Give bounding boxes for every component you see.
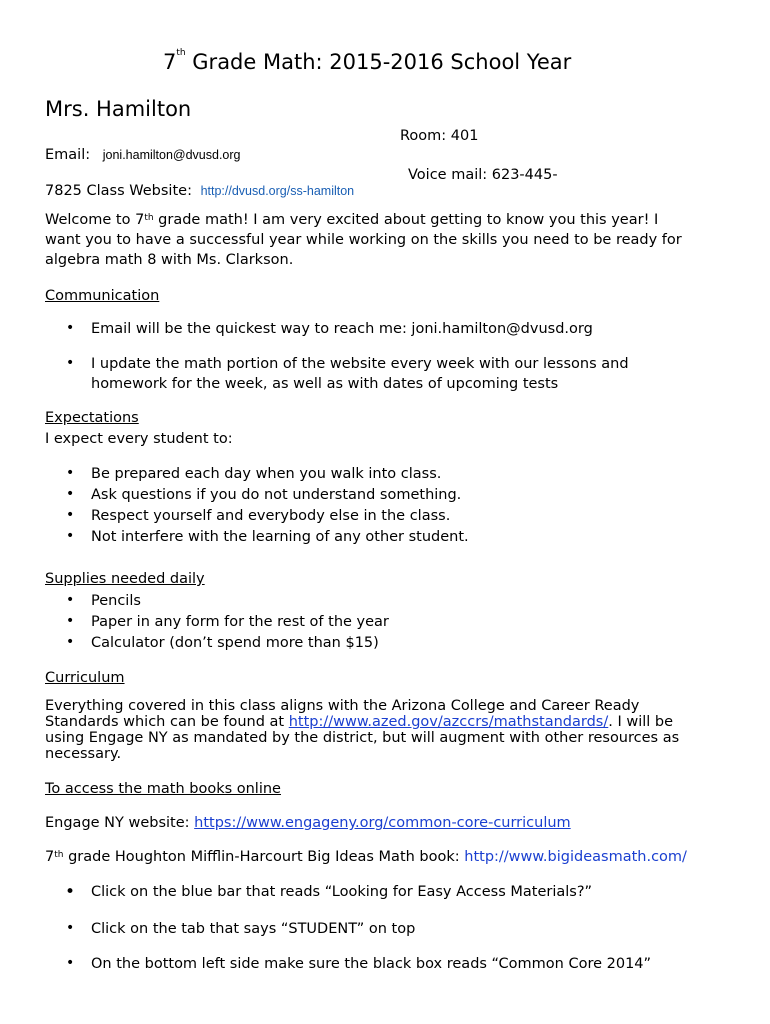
communication-item-2: I update the math portion of the website every week with our lessons and — [91, 356, 629, 372]
communication-item-2-cont: homework for the week, as well as with dates of upcoming tests — [91, 376, 559, 392]
bigideas-sup: th — [54, 850, 64, 860]
expectations-heading: Expectations — [45, 410, 139, 426]
curriculum-line-2-text: Standards which can be found at — [45, 714, 289, 730]
curriculum-line-4: necessary. — [45, 746, 122, 762]
email-line — [45, 145, 241, 166]
bullet-icon: • — [66, 528, 75, 544]
azed-standards-link[interactable]: http://www.azed.gov/azccrs/mathstandards/ — [288, 714, 609, 730]
bullet-icon: • — [66, 955, 75, 971]
curriculum-line-2 — [45, 714, 673, 731]
welcome-line-1 — [45, 210, 658, 231]
bullet-icon: • — [65, 882, 76, 902]
bullet-icon: • — [66, 920, 75, 936]
email-label: Email: — [45, 147, 91, 163]
engageny-line — [45, 813, 571, 834]
welcome-line-2: want you to have a successful year while working on the skills you need to be ready for — [45, 232, 682, 248]
bullet-icon: • — [66, 507, 75, 523]
bigideas-label: grade Houghton Mifflin-Harcourt Big Ideas Math book: — [63, 849, 465, 865]
welcome-sup: th — [144, 213, 154, 223]
title-sup: th — [176, 48, 186, 58]
curriculum-line-2-end: . I will be — [608, 714, 674, 730]
curriculum-heading: Curriculum — [45, 670, 125, 686]
website-line — [45, 181, 354, 202]
book-step-3: On the bottom left side make sure the black box reads “Common Core 2014” — [91, 956, 652, 972]
engageny-link[interactable]: https://www.engageny.org/common-core-curriculum — [194, 815, 571, 831]
communication-heading: Communication — [45, 288, 160, 304]
bullet-icon: • — [66, 613, 75, 629]
email-value: joni.hamilton@dvusd.org — [102, 148, 241, 162]
welcome-text-1: grade math! I am very excited about getting to know you this year! I — [153, 212, 659, 228]
bullet-icon: • — [66, 634, 75, 650]
engageny-label: Engage NY website: — [45, 815, 195, 831]
curriculum-line-3: using Engage NY as mandated by the district, but will augment with other resources as — [45, 730, 680, 746]
welcome-pre: Welcome to 7 — [45, 212, 145, 228]
website-link[interactable]: http://dvusd.org/ss-hamilton — [200, 184, 355, 198]
bullet-icon: • — [66, 486, 75, 502]
expectations-intro: I expect every student to: — [45, 431, 233, 447]
bullet-icon: • — [66, 465, 75, 481]
welcome-line-3: algebra math 8 with Ms. Clarkson. — [45, 252, 294, 268]
page-title — [163, 50, 571, 74]
book-step-2: Click on the tab that says “STUDENT” on top — [91, 921, 416, 937]
bigideas-link[interactable]: http://www.bigideasmath.com/ — [464, 849, 687, 865]
supply-item-1: Pencils — [91, 593, 141, 609]
supply-item-2: Paper in any form for the rest of the year — [91, 614, 389, 630]
books-heading: To access the math books online — [45, 781, 281, 797]
communication-item-1: Email will be the quickest way to reach me: joni.hamilton@dvusd.org — [91, 321, 593, 337]
room-number: Room: 401 — [400, 128, 479, 144]
bigideas-pre: 7 — [45, 849, 55, 865]
voicemail: Voice mail: 623-445- — [408, 167, 558, 183]
bullet-icon: • — [66, 355, 75, 371]
bigideas-line — [45, 847, 687, 868]
expectation-item-3: Respect yourself and everybody else in the class. — [91, 508, 451, 524]
bullet-icon: • — [66, 320, 75, 336]
expectation-item-2: Ask questions if you do not understand something. — [91, 487, 462, 503]
bullet-icon: • — [66, 592, 75, 608]
supplies-heading: Supplies needed daily — [45, 571, 205, 587]
expectation-item-4: Not interfere with the learning of any other student. — [91, 529, 469, 545]
expectation-item-1: Be prepared each day when you walk into class. — [91, 466, 442, 482]
title-number: 7 — [163, 50, 177, 74]
website-label: 7825 Class Website: — [45, 183, 192, 199]
title-text: Grade Math: 2015-2016 School Year — [185, 50, 572, 74]
teacher-name: Mrs. Hamilton — [45, 97, 192, 121]
curriculum-line-1: Everything covered in this class aligns with the Arizona College and Career Ready — [45, 698, 640, 714]
supply-item-3: Calculator (don’t spend more than $15) — [91, 635, 379, 651]
book-step-1: Click on the blue bar that reads “Looking for Easy Access Materials?” — [91, 884, 593, 900]
